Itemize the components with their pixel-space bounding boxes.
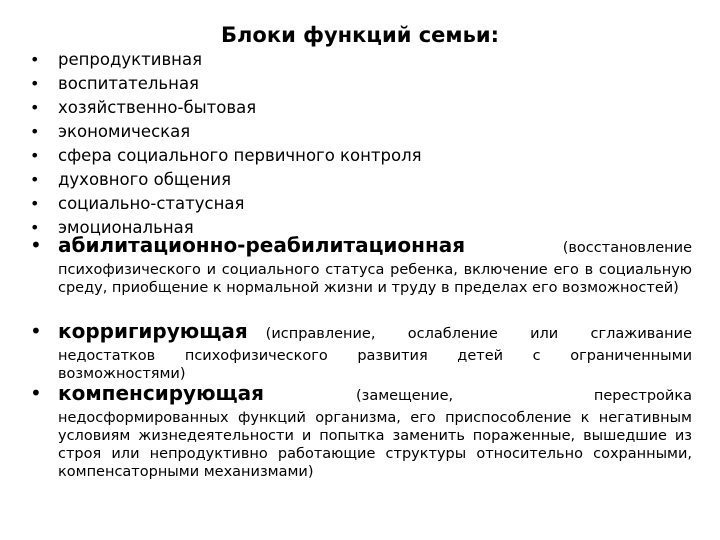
title-text: Блоки функций семьи: <box>221 23 499 47</box>
detailed-item-head <box>30 318 692 347</box>
detailed-item-lead: (замещение, перестройка <box>355 388 692 404</box>
list-item: • экономическая <box>30 120 422 144</box>
function-list <box>30 48 422 240</box>
list-item: • эмоциональная <box>30 216 422 240</box>
detailed-item-correcting <box>30 318 692 383</box>
bullet-icon: • <box>30 381 42 405</box>
bullet-icon: • <box>30 319 42 343</box>
detailed-item-term: корригирующая <box>58 319 248 343</box>
detailed-item-compensating <box>30 380 692 481</box>
list-item: • духовного общения <box>30 168 422 192</box>
detailed-item-lead: (исправление, ослабление или сглаживание <box>265 326 692 342</box>
detailed-item-head <box>30 380 692 409</box>
detailed-item-description: психофизического и социального статуса ребенка, включение его в социальную среду, приобщение к нормальной жизни и труду в пределах его возможностей) <box>58 262 692 296</box>
detailed-item-description: недостатков психофизического развития детей с ограниченными возможностями) <box>58 348 692 382</box>
detailed-item-abilitation <box>30 232 692 297</box>
list-item: • воспитательная <box>30 72 422 96</box>
detailed-item-lead: (восстановление <box>562 240 692 256</box>
slide-title <box>0 22 720 48</box>
detailed-item-description: недосформированных функций организма, его приспособление к негативным условиям жизнедеятельности и попытка заменить пораженные, вышедшие из строя или непродуктивно работающие структуры относительно сохранными, компенсаторными механизмами) <box>58 410 692 480</box>
bullet-icon: • <box>30 233 42 257</box>
list-item: • социально-статусная <box>30 192 422 216</box>
detailed-item-term: абилитационно-реабилитационная <box>58 233 466 257</box>
list-item: • хозяйственно-бытовая <box>30 96 422 120</box>
detailed-item-head <box>30 232 692 261</box>
list-item: • сфера социального первичного контроля <box>30 144 422 168</box>
detailed-item-term: компенсирующая <box>58 381 264 405</box>
list-item: • репродуктивная <box>30 48 422 72</box>
